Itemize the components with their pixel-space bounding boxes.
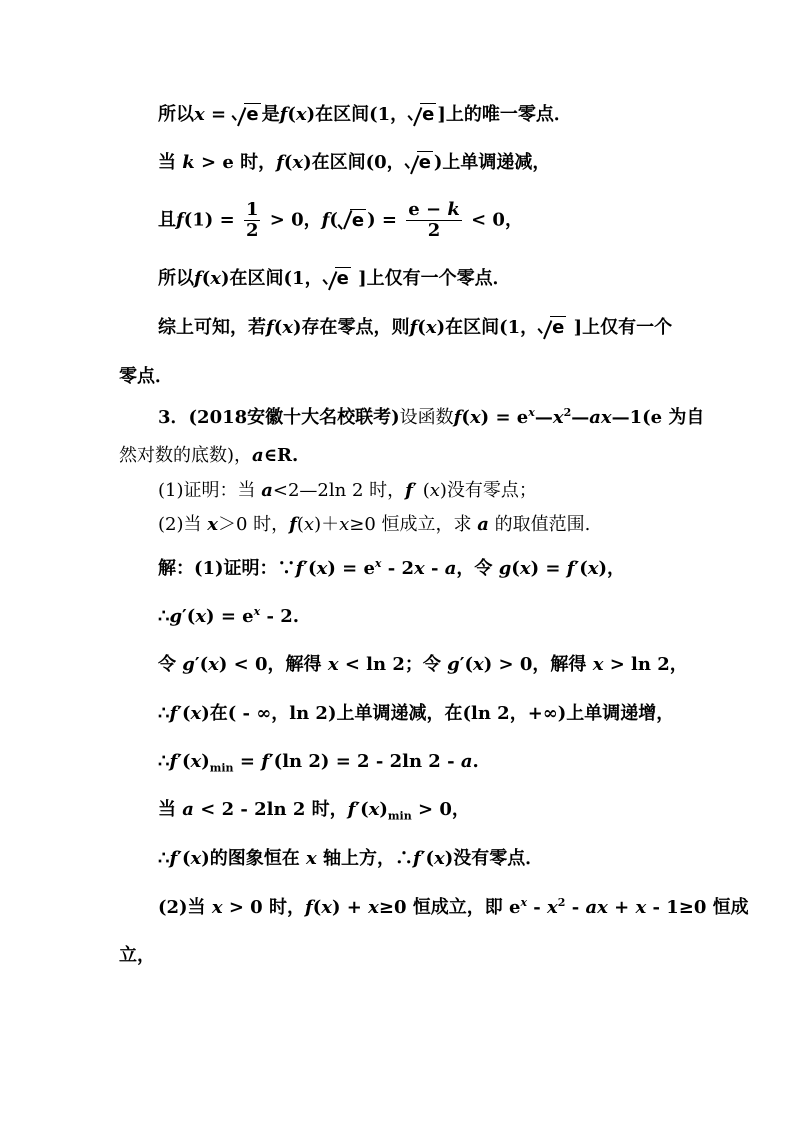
text-line-8 [119,443,298,469]
text: ( [417,317,426,338]
text: ( [287,104,296,125]
text: > ln 2， [603,654,688,675]
text: (2)当 [158,514,208,535]
text: ]上仅有一个零点． [351,268,511,289]
text: ) = e [480,407,529,428]
sqrt-expression [539,315,566,341]
text: < 0， [464,209,523,231]
text: 当 [158,152,183,173]
text-line-14 [158,701,674,727]
text: ) = e [327,558,375,579]
text: <2—2ln 2 时， [272,480,406,501]
text: )， [598,558,625,579]
math-var: x [282,317,294,338]
math-var: x [339,514,350,535]
text: ) = [530,558,567,579]
math-var: x [295,104,307,125]
math-var: f [321,209,330,231]
text: ) = [367,209,404,231]
text: )存在零点，则 [293,317,410,338]
text: )＋ [314,514,340,535]
sqrt-expression [233,102,260,128]
math-var: g [498,558,512,579]
text: 的取值范围. [488,514,591,535]
text-line-18 [158,895,749,921]
text: )在区间(1， [221,268,323,289]
text: ( [283,152,293,173]
text-line-3 [158,200,523,241]
math-var: x [316,558,328,579]
text: ) < 0，解得 [218,654,328,675]
text: (1) = [183,209,241,231]
text: ∴ [158,751,170,772]
text: ′( [574,558,588,579]
text-line-6 [119,364,173,390]
text: — [534,407,553,428]
text: (1)证明：当 [158,480,262,501]
text-line-13 [158,652,688,678]
text: ′(ln 2) = 2 - 2ln 2 - [268,751,461,772]
math-var: x [194,104,205,125]
text: 解：(1)证明：∵ [158,558,296,579]
math-var: g [447,654,460,675]
math-var: f [169,848,178,869]
text: 综上可知，若 [158,317,266,338]
sqrt-radicand: e [336,268,349,289]
math-var: f [169,703,178,724]
math-var: a [444,558,457,579]
sqrt-expression [409,102,436,128]
text-line-2 [158,150,550,176]
math-var: f [261,751,269,772]
math-var: f [405,480,413,501]
math-var: k [447,199,460,220]
text: 所以 [158,104,194,125]
math-var: x [327,654,339,675]
text: 令 [158,654,183,675]
sqrt-radicand: e [552,317,565,338]
text: 当 [158,799,183,820]
text: )没有零点． [444,848,544,869]
superscript: 2 [557,896,566,909]
text: ) [201,751,210,772]
math-var: x [519,558,531,579]
text: ∴ [158,703,170,724]
math-var: a [182,799,194,820]
text: ) [379,799,388,820]
text: ′( [177,703,191,724]
math-var: x [368,897,379,918]
text: . [472,751,479,772]
text: ，令 [456,558,499,579]
problem-source: 3．(2018安徽十大名校联考) [158,407,400,428]
text: ( [329,209,338,231]
math-var: x [592,654,604,675]
math-var: x [190,751,202,772]
math-var: f [169,751,178,772]
sqrt-radicand: e [351,209,365,231]
text: —1(e 为自 [611,407,705,428]
text: ( [273,317,283,338]
text: ≥0 恒成立，求 [349,514,478,535]
text: 所以 [158,268,194,289]
math-var: a [477,514,489,535]
fraction [244,200,261,241]
math-var: f [176,209,184,231]
text-line-4 [158,266,511,292]
text: ′( [303,558,317,579]
text: ≥0 恒成立，即 e [378,897,521,918]
subscript: min [387,809,412,823]
math-var: f [276,152,284,173]
math-var: k [182,152,195,173]
text: - [565,897,586,918]
superscript: x [520,896,528,909]
text: + [607,897,636,918]
text: ′( [459,654,474,675]
math-var: x [303,514,315,535]
text: ′( [194,654,209,675]
text: 是 [261,104,280,125]
text: - [527,897,548,918]
text: )在区间(0， [303,152,405,173]
math-var: x [292,152,304,173]
text-line-17 [158,846,543,872]
math-var: f [347,799,356,820]
superscript: x [528,406,535,419]
text: ∴ [158,606,170,627]
math-var: f [566,558,575,579]
text: ) + [331,897,369,918]
text: — [571,407,590,428]
math-var: f [453,407,462,428]
text-line-5 [158,315,672,341]
text: ′( [177,848,191,869]
text: > e 时， [194,152,277,173]
text: ]上的唯一零点． [437,104,572,125]
math-var: f [289,514,297,535]
text-line-9 [158,478,537,504]
math-var: f [266,317,274,338]
math-var: x [210,268,222,289]
math-var: x [190,848,202,869]
math-var: x [473,654,484,675]
text-line-7 [158,405,704,431]
math-var: x [469,407,481,428]
math-var: x [414,558,425,579]
math-var: x [207,514,218,535]
text: > 0， [411,799,470,820]
text: - 1≥0 恒成 [646,897,749,918]
text: - 2 [381,558,414,579]
math-var: g [182,654,195,675]
math-var: f [409,317,418,338]
text-line-11 [158,556,625,582]
subscript: min [209,761,234,775]
text: ( [296,514,304,535]
text: ′( [420,848,435,869]
math-var: a [252,445,264,466]
text: = [204,104,233,125]
text: 设函数 [399,407,454,428]
math-var: f [279,104,288,125]
text: )的图象恒在 [201,848,306,869]
math-var: f [304,897,313,918]
fraction-denominator: 2 [245,220,259,241]
text-line-1 [158,102,572,128]
text: < 2 - 2ln 2 时， [193,799,348,820]
text: ( [461,407,470,428]
math-var: a [261,480,273,501]
text: ∈R. [263,445,299,466]
superscript: x [253,605,261,618]
text-line-10 [158,512,590,538]
math-var: f [295,558,304,579]
text: )在( - ∞，ln 2)上单调递减，在(ln 2，+∞)上单调递增， [201,703,675,724]
text: ( [312,897,322,918]
fraction-denominator: 2 [427,220,441,241]
text: 且 [158,209,176,231]
math-var: x [208,654,219,675]
text: ( [201,268,211,289]
text: )没有零点； [439,480,537,501]
text: ′ [412,480,417,501]
text-line-16 [158,797,470,823]
text: 零点． [119,366,173,387]
text: = [233,751,262,772]
text: ( [511,558,520,579]
text: ′( [177,751,191,772]
text: ( [416,480,430,501]
sqrt-radicand: e [246,104,259,125]
text: )上单调递减， [433,152,551,173]
text: )在区间(1， [306,104,409,125]
text: ′( [355,799,369,820]
sqrt-expression [324,266,351,292]
text: (2)当 [158,897,212,918]
text: ∴ [158,848,170,869]
text-line-19 [119,943,155,969]
math-var: f [413,848,421,869]
math-var: x [190,703,202,724]
text-line-12 [158,604,299,630]
text: ) = e [206,606,254,627]
sqrt-radicand: e [418,152,431,173]
fraction-numerator [406,200,462,221]
text: 轴上方，∴ [316,848,414,869]
math-var: x [635,897,647,918]
math-var: x [368,799,380,820]
text: > 0， [263,209,322,231]
math-var: x [211,897,223,918]
text: - 2. [260,606,299,627]
text: 然对数的底数)， [119,445,253,466]
text: ) > 0，解得 [483,654,593,675]
math-var: x [321,897,332,918]
text: ]上仅有一个 [567,317,673,338]
math-var: x [552,407,564,428]
text-line-15 [158,749,479,775]
math-var: x [425,317,437,338]
math-var: f [194,268,202,289]
fraction [406,200,462,241]
text: ＞0 时， [217,514,290,535]
math-var: x [587,558,599,579]
math-var: a [460,751,473,772]
text: - [424,558,445,579]
fraction-numerator: 1 [245,199,259,220]
text: ′( [182,606,196,627]
math-var: x [306,848,317,869]
text: )在区间(1， [436,317,539,338]
math-var: ax [589,407,612,428]
math-var: x [429,480,440,501]
text: e − [408,199,448,220]
text: > 0 时， [222,897,305,918]
text: 立， [119,945,155,966]
superscript: x [374,557,382,570]
math-var: x [195,606,207,627]
superscript: 2 [563,406,572,419]
math-var: x [547,897,558,918]
sqrt-radicand: e [422,104,435,125]
text: < ln 2；令 [338,654,448,675]
sqrt-expression [406,150,433,176]
math-var: x [434,848,445,869]
math-var: ax [585,897,608,918]
math-var: g [169,606,183,627]
sqrt-expression [339,211,366,231]
